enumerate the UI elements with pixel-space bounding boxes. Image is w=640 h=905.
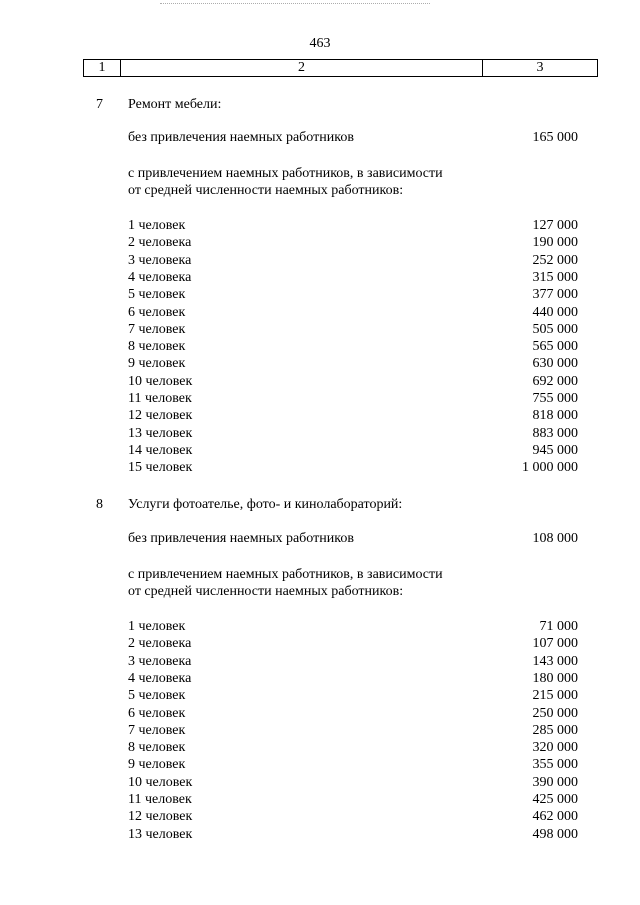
income-value: 107 000 [532,636,578,652]
employee-count-label: 7 человек [128,321,186,337]
income-value: 355 000 [532,757,578,773]
income-value: 190 000 [532,235,578,251]
section-title: Ремонт мебели: [128,97,222,112]
employee-count-label: 10 человек [128,373,193,389]
employee-count-label: 15 человек [128,460,193,476]
table-row [0,374,640,391]
with-hired-line-1: с привлечением наемных работников, в зависимости [128,567,443,582]
employee-count-label: 12 человек [128,809,193,825]
without-hired-value: 108 000 [532,531,578,546]
table-row [0,654,640,671]
employee-count-label: 9 человек [128,757,186,773]
table-row [0,253,640,270]
table-row [0,460,640,477]
income-value: 143 000 [532,653,578,669]
employee-count-label: 11 человек [128,792,192,807]
table-row [0,706,640,723]
income-value: 71 000 [539,619,578,634]
table-row [0,218,640,235]
page-number: 463 [309,36,331,51]
income-value: 945 000 [532,442,578,458]
income-value: 425 000 [532,792,578,807]
table-row [0,270,640,287]
table-row [0,757,640,774]
employee-count-label: 6 человек [128,705,186,721]
employee-count-label: 1 человек [128,619,186,634]
section-number: 7 [96,97,103,112]
employee-count-label: 1 человек [128,218,186,233]
income-value: 755 000 [532,391,578,406]
employee-count-label: 13 человек [128,826,193,842]
income-value: 180 000 [532,670,578,686]
table-row [0,235,640,252]
employee-count-label: 14 человек [128,442,193,458]
employee-count-label: 4 человека [128,269,192,285]
table-row [0,636,640,653]
table-row [0,426,640,443]
table-row [0,809,640,826]
column-header-1: 1 [84,60,121,76]
column-header-2: 2 [121,60,483,76]
table-row [0,356,640,373]
income-value: 252 000 [532,252,578,268]
table-row [0,287,640,304]
employee-count-label: 3 человека [128,653,192,669]
income-value: 250 000 [532,705,578,721]
scan-artifact [160,0,430,4]
employee-count-label: 8 человек [128,339,186,355]
income-value: 1 000 000 [522,460,578,476]
table-row [0,740,640,757]
table-row [0,339,640,356]
table-row [0,723,640,740]
employee-count-label: 5 человек [128,688,186,704]
employee-count-label: 13 человек [128,425,193,441]
income-value: 127 000 [532,218,578,233]
income-value: 818 000 [532,408,578,424]
income-value: 883 000 [532,425,578,441]
employee-count-label: 7 человек [128,722,186,738]
table-row [0,322,640,339]
income-value: 315 000 [532,269,578,285]
without-hired-value: 165 000 [532,130,578,145]
employee-count-label: 4 человека [128,670,192,686]
with-hired-line-2: от средней численности наемных работников: [128,584,404,599]
table-row [0,391,640,408]
with-hired-line-2: от средней численности наемных работников: [128,183,404,198]
table-row [0,671,640,688]
employee-count-label: 2 человека [128,636,192,652]
income-value: 565 000 [532,339,578,355]
employee-count-label: 2 человека [128,235,192,251]
table-row [0,775,640,792]
table-row [0,619,640,636]
employee-count-label: 11 человек [128,391,192,406]
table-row [0,408,640,425]
employee-count-label: 10 человек [128,774,193,790]
income-value: 440 000 [532,304,578,320]
without-hired-label: без привлечения наемных работников [128,130,354,145]
section-title: Услуги фотоателье, фото- и кинолабораторий: [128,497,403,512]
column-header-row [83,59,598,77]
employee-count-label: 5 человек [128,287,186,303]
income-value: 215 000 [532,688,578,704]
table-row [0,443,640,460]
income-value: 505 000 [532,321,578,337]
income-value: 462 000 [532,809,578,825]
income-value: 377 000 [532,287,578,303]
with-hired-line-1: с привлечением наемных работников, в зависимости [128,166,443,181]
income-value: 320 000 [532,740,578,756]
income-value: 692 000 [532,373,578,389]
employee-count-label: 12 человек [128,408,193,424]
income-value: 498 000 [532,826,578,842]
income-value: 285 000 [532,722,578,738]
table-row [0,827,640,844]
table-row [0,792,640,809]
table-row [0,688,640,705]
table-row [0,305,640,322]
employee-count-label: 9 человек [128,356,186,372]
employee-count-label: 6 человек [128,304,186,320]
income-value: 630 000 [532,356,578,372]
section-number: 8 [96,497,103,512]
without-hired-label: без привлечения наемных работников [128,531,354,546]
employee-count-label: 8 человек [128,740,186,756]
income-value: 390 000 [532,774,578,790]
employee-count-label: 3 человека [128,252,192,268]
column-header-3: 3 [536,60,544,75]
